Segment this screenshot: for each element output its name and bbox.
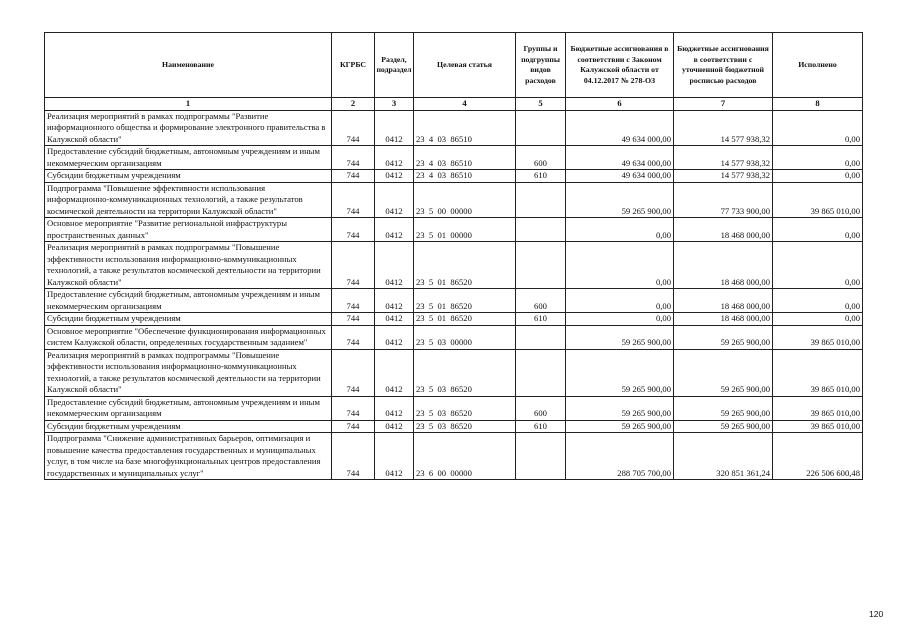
row-section: 0412: [375, 420, 414, 433]
row-executed: 0,00: [773, 313, 863, 326]
column-number-row: [45, 98, 863, 111]
row-refined-allocation: 18 468 000,00: [674, 313, 773, 326]
table-row: [45, 170, 863, 183]
row-refined-allocation: 18 468 000,00: [674, 218, 773, 242]
row-target-article: 23 4 03 86510: [414, 146, 516, 170]
row-executed: 39 865 010,00: [773, 396, 863, 420]
column-header-expense-group: Группы и подгруппы видов расходов: [516, 33, 566, 98]
table-row: [45, 289, 863, 313]
row-kgrbs: 744: [332, 289, 375, 313]
row-expense-group: [516, 182, 566, 218]
budget-table: [44, 32, 863, 480]
row-kgrbs: 744: [332, 420, 375, 433]
column-number: 8: [773, 98, 863, 111]
row-executed: 0,00: [773, 218, 863, 242]
row-executed: 0,00: [773, 170, 863, 183]
row-kgrbs: 744: [332, 242, 375, 289]
row-target-article: 23 6 00 00000: [414, 433, 516, 480]
column-header-target-article: Целевая статья: [414, 33, 516, 98]
table-row: [45, 433, 863, 480]
column-number: 5: [516, 98, 566, 111]
row-executed: 0,00: [773, 146, 863, 170]
row-expense-group: 600: [516, 289, 566, 313]
row-section: 0412: [375, 146, 414, 170]
row-law-allocation: 59 265 900,00: [566, 325, 674, 349]
table-row: [45, 182, 863, 218]
row-law-allocation: 288 705 700,00: [566, 433, 674, 480]
row-law-allocation: 0,00: [566, 289, 674, 313]
row-law-allocation: 49 634 000,00: [566, 170, 674, 183]
row-target-article: 23 5 03 00000: [414, 325, 516, 349]
row-refined-allocation: 59 265 900,00: [674, 420, 773, 433]
row-refined-allocation: 14 577 938,32: [674, 170, 773, 183]
row-section: 0412: [375, 182, 414, 218]
row-target-article: 23 5 01 86520: [414, 313, 516, 326]
row-target-article: 23 5 00 00000: [414, 182, 516, 218]
row-refined-allocation: 59 265 900,00: [674, 396, 773, 420]
row-name: Предоставление субсидий бюджетным, автономным учреждениям и иным некоммерческим организациям: [45, 146, 332, 170]
column-number: 4: [414, 98, 516, 111]
table-row: [45, 396, 863, 420]
column-number: 3: [375, 98, 414, 111]
row-name: Субсидии бюджетным учреждениям: [45, 420, 332, 433]
row-expense-group: 610: [516, 170, 566, 183]
row-refined-allocation: 18 468 000,00: [674, 289, 773, 313]
row-kgrbs: 744: [332, 396, 375, 420]
row-law-allocation: 0,00: [566, 218, 674, 242]
row-name: Подпрограмма "Снижение административных барьеров, оптимизация и повышение качества предоставления государственных и муниципальных услуг, в том числе на базе многофункциональных центров предоставления государственных и муниципальных услуг": [45, 433, 332, 480]
row-kgrbs: 744: [332, 433, 375, 480]
row-target-article: 23 4 03 86510: [414, 170, 516, 183]
row-section: 0412: [375, 349, 414, 396]
row-refined-allocation: 14 577 938,32: [674, 146, 773, 170]
row-section: 0412: [375, 218, 414, 242]
row-target-article: 23 5 01 86520: [414, 289, 516, 313]
row-refined-allocation: 320 851 361,24: [674, 433, 773, 480]
row-law-allocation: 0,00: [566, 242, 674, 289]
row-name: Подпрограмма "Повышение эффективности использования информационно-коммуникационных технологий, а также результатов космической деятельности на территории Калужской области": [45, 182, 332, 218]
column-number: 7: [674, 98, 773, 111]
row-kgrbs: 744: [332, 218, 375, 242]
row-target-article: 23 5 03 86520: [414, 349, 516, 396]
table-row: [45, 146, 863, 170]
table-row: [45, 420, 863, 433]
row-section: 0412: [375, 170, 414, 183]
row-target-article: 23 4 03 86510: [414, 110, 516, 146]
row-kgrbs: 744: [332, 349, 375, 396]
column-number: 6: [566, 98, 674, 111]
row-target-article: 23 5 01 86520: [414, 242, 516, 289]
row-kgrbs: 744: [332, 110, 375, 146]
row-kgrbs: 744: [332, 146, 375, 170]
row-name: Предоставление субсидий бюджетным, автономным учреждениям и иным некоммерческим организациям: [45, 289, 332, 313]
row-section: 0412: [375, 110, 414, 146]
row-law-allocation: 49 634 000,00: [566, 146, 674, 170]
row-refined-allocation: 18 468 000,00: [674, 242, 773, 289]
row-name: Реализация мероприятий в рамках подпрограммы "Развитие информационного общества и формирование электронного правительства в Калужской области": [45, 110, 332, 146]
row-executed: 39 865 010,00: [773, 182, 863, 218]
row-kgrbs: 744: [332, 170, 375, 183]
page-number: 120: [869, 609, 884, 619]
row-target-article: 23 5 03 86520: [414, 420, 516, 433]
row-refined-allocation: 14 577 938,32: [674, 110, 773, 146]
row-section: 0412: [375, 242, 414, 289]
row-law-allocation: 59 265 900,00: [566, 396, 674, 420]
row-name: Реализация мероприятий в рамках подпрограммы "Повышение эффективности использования информационно-коммуникационных технологий, а также результатов космической деятельности на территории Калужской области": [45, 242, 332, 289]
column-header-executed: Исполнено: [773, 33, 863, 98]
row-executed: 0,00: [773, 289, 863, 313]
row-law-allocation: 0,00: [566, 313, 674, 326]
row-refined-allocation: 59 265 900,00: [674, 349, 773, 396]
row-target-article: 23 5 01 00000: [414, 218, 516, 242]
row-name: Предоставление субсидий бюджетным, автономным учреждениям и иным некоммерческим организациям: [45, 396, 332, 420]
row-expense-group: [516, 242, 566, 289]
column-header-section: Раздел, подраздел: [375, 33, 414, 98]
row-executed: 226 506 600,48: [773, 433, 863, 480]
row-name: Субсидии бюджетным учреждениям: [45, 313, 332, 326]
column-header-kgrbs: КГРБС: [332, 33, 375, 98]
row-name: Основное мероприятие "Обеспечение функционирования информационных систем Калужской области, определенных государственным заданием": [45, 325, 332, 349]
table-row: [45, 325, 863, 349]
row-expense-group: [516, 349, 566, 396]
row-law-allocation: 49 634 000,00: [566, 110, 674, 146]
column-header-refined-allocations: Бюджетные ассигнования в соответствии с уточненной бюджетной росписью расходов: [674, 33, 773, 98]
row-section: 0412: [375, 396, 414, 420]
row-executed: 39 865 010,00: [773, 325, 863, 349]
row-executed: 39 865 010,00: [773, 349, 863, 396]
row-law-allocation: 59 265 900,00: [566, 182, 674, 218]
column-header-name: Наименование: [45, 33, 332, 98]
row-executed: 39 865 010,00: [773, 420, 863, 433]
table-row: [45, 349, 863, 396]
row-kgrbs: 744: [332, 325, 375, 349]
row-kgrbs: 744: [332, 182, 375, 218]
row-section: 0412: [375, 433, 414, 480]
row-section: 0412: [375, 325, 414, 349]
row-expense-group: [516, 325, 566, 349]
row-name: Субсидии бюджетным учреждениям: [45, 170, 332, 183]
row-refined-allocation: 77 733 900,00: [674, 182, 773, 218]
row-expense-group: 600: [516, 146, 566, 170]
row-executed: 0,00: [773, 110, 863, 146]
row-target-article: 23 5 03 86520: [414, 396, 516, 420]
row-expense-group: 610: [516, 420, 566, 433]
row-expense-group: 600: [516, 396, 566, 420]
row-kgrbs: 744: [332, 313, 375, 326]
row-name: Реализация мероприятий в рамках подпрограммы "Повышение эффективности использования информационно-коммуникационных технологий, а также результатов космической деятельности на территории Калужской области": [45, 349, 332, 396]
row-section: 0412: [375, 289, 414, 313]
table-body: [45, 110, 863, 480]
row-law-allocation: 59 265 900,00: [566, 420, 674, 433]
row-expense-group: [516, 110, 566, 146]
row-expense-group: [516, 433, 566, 480]
column-header-law-allocations: Бюджетные ассигнования в соответствии с Законом Калужской области от 04.12.2017 № 278-ОЗ: [566, 33, 674, 98]
table-row: [45, 313, 863, 326]
row-expense-group: [516, 218, 566, 242]
header-row: [45, 33, 863, 98]
table-row: [45, 242, 863, 289]
row-expense-group: 610: [516, 313, 566, 326]
row-executed: 0,00: [773, 242, 863, 289]
row-name: Основное мероприятие "Развитие региональной инфраструктуры пространственных данных": [45, 218, 332, 242]
table-row: [45, 110, 863, 146]
column-number: 2: [332, 98, 375, 111]
table-row: [45, 218, 863, 242]
row-law-allocation: 59 265 900,00: [566, 349, 674, 396]
column-number: 1: [45, 98, 332, 111]
row-section: 0412: [375, 313, 414, 326]
row-refined-allocation: 59 265 900,00: [674, 325, 773, 349]
